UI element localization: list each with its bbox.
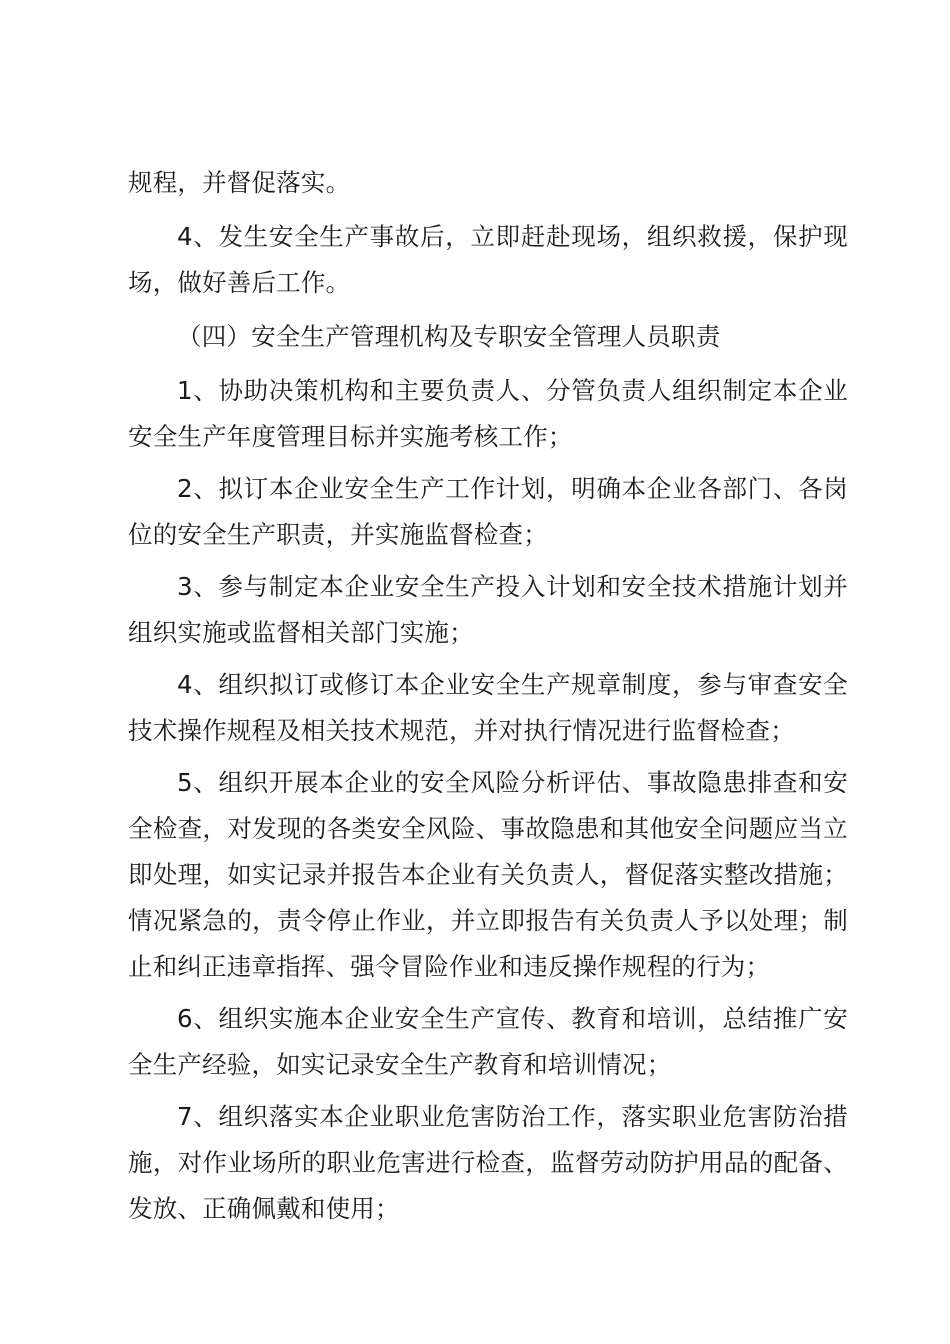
paragraph-continuation: 规程，并督促落实。 xyxy=(128,168,351,197)
paragraph-item-4: 4、组织拟订或修订本企业安全生产规章制度，参与审查安全技术操作规程及相关技术规范，并对执行情况进行监督检查； xyxy=(128,670,848,745)
section-heading-four: （四）安全生产管理机构及专职安全管理人员职责 xyxy=(177,322,721,351)
paragraph-item-4-accident-response: 4、发生安全生产事故后，立即赶赴现场，组织救援，保护现场，做好善后工作。 xyxy=(128,222,848,297)
paragraph-item-3: 3、参与制定本企业安全生产投入计划和安全技术措施计划并组织实施或监督相关部门实施； xyxy=(128,572,848,647)
paragraph-item-6: 6、组织实施本企业安全生产宣传、教育和培训，总结推广安全生产经验，如实记录安全生产教育和培训情况； xyxy=(128,1004,848,1079)
paragraph-item-1: 1、协助决策机构和主要负责人、分管负责人组织制定本企业安全生产年度管理目标并实施考核工作； xyxy=(128,376,848,451)
document-body xyxy=(128,160,848,1232)
paragraph-item-5: 5、组织开展本企业的安全风险分析评估、事故隐患排查和安全检查，对发现的各类安全风险、事故隐患和其他安全问题应当立即处理，如实记录并报告本企业有关负责人，督促落实整改措施；情况紧急的，责令停止作业，并立即报告有关负责人予以处理；制止和纠正违章指挥、强令冒险作业和违反操作规程的行为； xyxy=(128,768,848,981)
paragraph-item-7: 7、组织落实本企业职业危害防治工作，落实职业危害防治措施，对作业场所的职业危害进行检查，监督劳动防护用品的配备、发放、正确佩戴和使用； xyxy=(128,1102,848,1223)
paragraph-item-2: 2、拟订本企业安全生产工作计划，明确本企业各部门、各岗位的安全生产职责，并实施监督检查； xyxy=(128,474,848,549)
